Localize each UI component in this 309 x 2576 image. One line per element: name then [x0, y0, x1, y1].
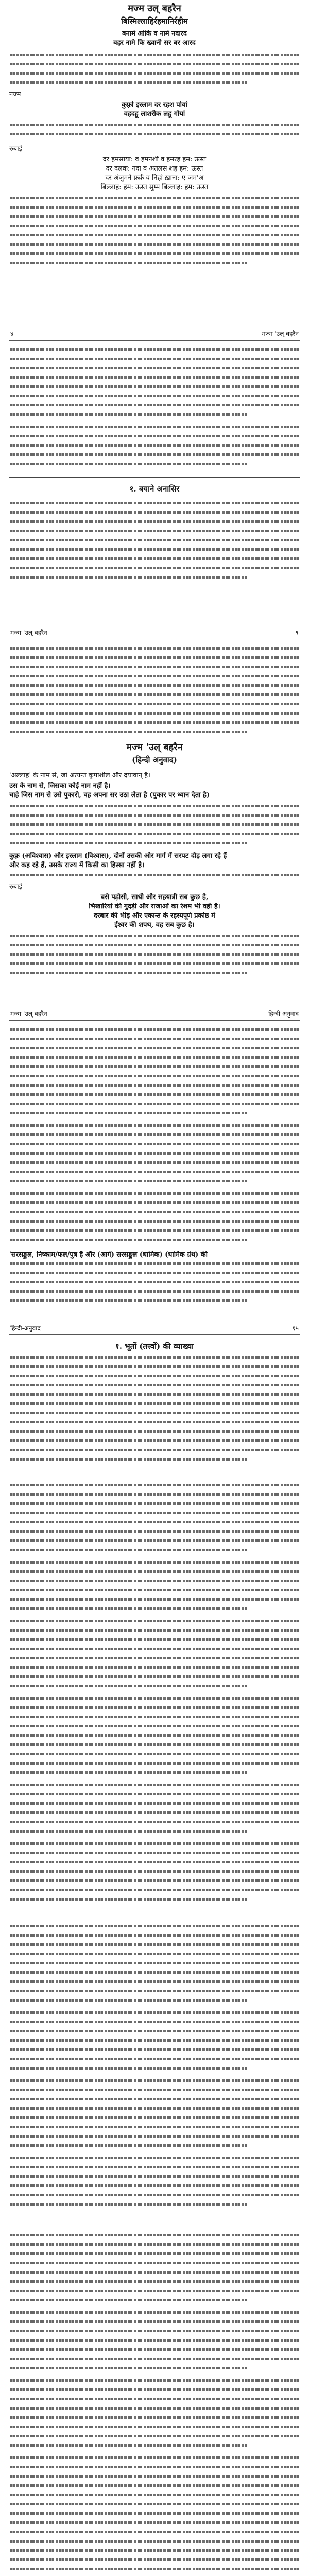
text-line: [10, 358, 299, 360]
text-line: [10, 444, 299, 447]
page-title: मज्म उल् बहरैन: [128, 3, 181, 14]
page-number: ९: [295, 629, 299, 636]
text-line: [10, 1152, 299, 1155]
text-line: [10, 693, 299, 696]
text-line: [10, 675, 299, 677]
text-line: [10, 2175, 299, 2178]
text-line: [10, 1570, 299, 1573]
text-line: [10, 1771, 247, 1774]
text-line: [10, 2484, 299, 2487]
text-line: [10, 1449, 299, 1451]
text-line: [10, 2290, 299, 2292]
text-line: [10, 2157, 299, 2159]
text-line: [10, 2568, 299, 2570]
text-line: [10, 1161, 299, 1164]
text-line: [10, 1065, 299, 1068]
text-line: [10, 395, 299, 397]
text-line: [10, 2379, 299, 2382]
text-line: [10, 2540, 299, 2543]
bismillah: बिस्मिल्लाहिर्रहमानिर्रहीम: [121, 16, 188, 26]
text-line: [10, 2058, 299, 2060]
text-line: [10, 2456, 299, 2459]
text-line: [10, 1666, 299, 1669]
header-rule: [9, 340, 300, 341]
text-line: [10, 2166, 299, 2168]
text-line: [10, 413, 247, 416]
text-line: [10, 2558, 299, 2561]
text-line: [10, 1802, 299, 1805]
header-rule: [9, 1020, 300, 1021]
text-line: [10, 2271, 299, 2274]
text-line: [10, 1657, 299, 1659]
text-line: [10, 666, 299, 668]
text-line: [10, 953, 299, 956]
text-line: [10, 1793, 299, 1795]
text-line: [10, 2388, 299, 2391]
text-line: [10, 2367, 247, 2369]
text-line: [10, 1685, 247, 1687]
text-line: [10, 63, 299, 65]
text-line: [10, 2330, 299, 2332]
text-line: [10, 1716, 299, 1718]
anuvad-ruba-label: रुबाई: [9, 883, 22, 891]
text-line: [10, 1629, 299, 1632]
text-line: [10, 1075, 299, 1077]
text-line: [10, 1484, 299, 1486]
text-line: [10, 1962, 299, 1964]
text-line: [10, 2234, 299, 2236]
text-line: [10, 1192, 299, 1195]
text-line: [10, 647, 299, 650]
text-line: [10, 520, 299, 523]
text-line: [10, 1103, 299, 1105]
text-line: [10, 1143, 299, 1145]
text-line: [10, 805, 299, 807]
text-line: [10, 2435, 299, 2437]
text-line: [10, 1272, 299, 1274]
text-line: [10, 1084, 299, 1087]
text-line: [10, 426, 299, 428]
text-line: [10, 2262, 299, 2264]
text-line: [10, 435, 299, 437]
text-line: [10, 502, 299, 504]
text-line: [10, 385, 299, 388]
text-line: [10, 1589, 299, 1591]
text-line: [10, 2521, 299, 2524]
text-line: [10, 1852, 299, 1854]
text-line: [10, 2531, 299, 2533]
text-line: [10, 1402, 299, 1405]
text-line: [10, 2549, 299, 2552]
text-line: [10, 2021, 299, 2023]
text-line: [10, 2299, 247, 2301]
text-line: [10, 2011, 299, 2014]
text-line: [10, 463, 247, 465]
text-line: [10, 567, 299, 569]
opening-line-1: बनामे आंकि व नामे नदारद: [122, 30, 187, 38]
text-line: [10, 1439, 299, 1442]
text-line: [10, 656, 299, 659]
text-line: [10, 2079, 299, 2082]
text-line: [10, 1412, 299, 1414]
text-line: [10, 367, 299, 369]
text-line: [10, 1607, 247, 1610]
text-line: [10, 2107, 299, 2110]
text-line: [10, 2339, 299, 2342]
section-rule: [9, 477, 300, 478]
text-line: [10, 1638, 299, 1641]
text-line: [10, 1299, 247, 1302]
text-line: [10, 1281, 299, 1283]
text-line: [10, 1393, 299, 1396]
text-line: [10, 72, 299, 75]
anuvad-line-1: उस के नाम से, जिसका कोई नाम नहीं है।: [9, 782, 111, 790]
text-line: [10, 1356, 299, 1359]
text-line: [10, 234, 299, 236]
text-line: [10, 1889, 299, 1891]
page-number: १५: [292, 1325, 299, 1332]
text-line: [10, 1697, 299, 1700]
text-line: [10, 1811, 299, 1814]
text-line: [10, 1171, 299, 1173]
text-line: [10, 252, 299, 255]
text-line: [10, 1493, 299, 1496]
text-line: [10, 684, 299, 687]
text-line: [10, 1028, 299, 1031]
text-line: [10, 2475, 299, 2478]
text-line: [10, 962, 299, 965]
text-line: [10, 1365, 299, 1368]
text-line: [10, 1502, 299, 1505]
text-line: [10, 1549, 247, 1551]
text-line: [10, 1211, 299, 1213]
text-line: [10, 557, 299, 560]
text-line: [10, 404, 299, 406]
text-line: [10, 1598, 299, 1601]
text-line: [10, 2466, 299, 2468]
text-line: [10, 1038, 299, 1040]
text-line: [10, 833, 299, 835]
text-line: [10, 2135, 299, 2138]
page-number: मज्म 'उल् बहरैन: [10, 1010, 47, 1018]
text-line: [10, 215, 299, 218]
anuvad-ruba-4: ईश्वर की शपथ, वह सब कुछ है।: [114, 921, 195, 929]
text-line: [10, 2048, 299, 2051]
text-line: [10, 348, 299, 351]
text-line: [10, 2243, 299, 2246]
text-line: [10, 1706, 299, 1709]
text-line: [10, 1056, 299, 1059]
text-line: [10, 2280, 299, 2283]
text-line: [10, 1861, 299, 1863]
text-line: [10, 1620, 299, 1622]
text-line: [10, 1220, 299, 1223]
ruba-line-2: दर दलक: गदा व अतलस शह हम: ऊस्त: [106, 165, 203, 173]
text-line: [10, 1990, 299, 1992]
text-line: [10, 1953, 299, 1955]
text-line: [10, 1784, 299, 1786]
text-line: [10, 1124, 299, 1127]
text-line: [10, 1384, 299, 1386]
text-line: [10, 2512, 299, 2515]
ruba-line-4: बिल्लाह: हम: ऊस्त सुम्म बिल्लाह: हम: ऊस्त: [100, 183, 209, 191]
anuvad-ruba-2: भिखारियों की गुदड़ी और राजाओं का रेशम भी वही है।: [89, 903, 220, 910]
text-line: [10, 1879, 299, 1882]
text-line: [10, 1980, 299, 1983]
anuvad-line-2: चाहे जिस नाम से उसे पुकारो, वह अपना सर उठा लेता है (पुकार पर ध्यान देता है): [9, 791, 210, 799]
text-line: [10, 530, 299, 532]
text-line: [10, 721, 299, 724]
running-head: हिन्दी-अनुवाद: [268, 1010, 299, 1018]
text-line: [10, 1561, 299, 1564]
text-line: [10, 703, 299, 705]
text-line: [10, 1898, 247, 1901]
text-line: [10, 1290, 299, 1293]
text-line: [10, 2089, 299, 2091]
couplet-2: और कह रहे हैं, उसके राज्य में किसी का हिस्सा नहीं है।: [9, 861, 145, 869]
text-line: [10, 1870, 299, 1873]
text-line: [10, 81, 247, 84]
text-line: [10, 2194, 299, 2196]
text-line: [10, 1093, 299, 1096]
text-line: [10, 1753, 299, 1755]
text-line: [10, 972, 247, 974]
ruba-line-3: दर अंजुमने फ़र्क़ व निहां ख़ाना: ए-जम'अ: [105, 174, 204, 182]
text-line: [10, 2416, 299, 2419]
text-line: [10, 1925, 299, 1927]
text-line: [10, 2203, 247, 2206]
text-line: [10, 712, 299, 715]
text-line: [10, 2494, 299, 2496]
text-line: [10, 243, 299, 246]
text-line: [10, 1430, 299, 1433]
ruba-line-1: दर हमसाया: व हमनशीं व हमरह हम: ऊस्त: [102, 156, 207, 163]
text-line: [10, 2144, 247, 2147]
translation-subtitle: (हिन्दी अनुवाद): [132, 755, 177, 765]
text-line: [10, 206, 299, 209]
text-line: [10, 1675, 299, 1678]
text-line: [10, 1971, 299, 1974]
text-line: [10, 2067, 247, 2070]
text-line: [10, 2098, 299, 2100]
text-line: [10, 376, 299, 379]
text-line: [10, 539, 299, 541]
text-line: [10, 731, 247, 733]
anuvad-ruba-3: दरबार की भीड़ और एकान्त के रहस्यपूर्ण प्रकोष्ठ में: [94, 912, 215, 920]
text-line: [10, 874, 299, 876]
quote-box: 'सरसङ्कुल, निष्काम/फल/पुत्र हैं और (आगे) सरसङ्कुल (धार्मिक) (धार्मिक ग्रंथ) की: [9, 1251, 208, 1259]
text-line: [10, 1421, 299, 1423]
text-line: [10, 2116, 299, 2119]
section-title: १. भूतों (तत्त्वों) की व्याख्या: [115, 1342, 194, 1351]
text-line: [10, 1539, 299, 1542]
verse-line-2: वहदहू लाशरीक लहू गोयां: [124, 110, 185, 118]
text-line: [10, 1180, 247, 1182]
text-line: [10, 823, 299, 826]
text-line: [10, 54, 299, 56]
text-line: [10, 124, 299, 126]
text-line: [10, 1580, 299, 1582]
running-head: मज्म 'उल् बहरैन: [262, 330, 299, 337]
text-line: [10, 576, 247, 579]
translation-title: मज्म 'उल् बहरैन: [126, 742, 183, 753]
text-line: [10, 2358, 299, 2360]
text-line: [10, 2426, 299, 2428]
text-line: [10, 453, 299, 456]
text-line: [10, 2398, 299, 2400]
text-line: [10, 2252, 299, 2255]
opening-line-2: बहर नामे कि ख्वानी सर बर आरद: [113, 39, 196, 47]
ruba-label: रुबाई: [9, 145, 22, 153]
invocation: 'अल्लाह' के नाम से, जो अत्यन्त कृपाशील और दयावान् है।: [9, 772, 150, 779]
text-line: [10, 1201, 299, 1204]
running-head: हिन्दी-अनुवाद: [10, 1325, 41, 1332]
couplet-1: कुफ़्र (अविश्वास) और इस्लाम (विश्वास), दोनों उसकी ओर मार्ग में सरपट दौड़ लगा रहे हैं: [9, 852, 227, 860]
text-line: [10, 2320, 299, 2323]
text-line: [10, 1821, 299, 1823]
running-head: मज्म 'उल् बहरैन: [10, 629, 47, 636]
text-line: [10, 1743, 299, 1746]
text-line: [10, 1830, 247, 1833]
page-number: ४: [10, 330, 14, 337]
text-line: [10, 842, 247, 844]
text-line: [10, 197, 299, 199]
text-line: [10, 1943, 299, 1946]
text-line: [10, 262, 247, 264]
text-line: [10, 1762, 299, 1765]
text-line: [10, 1229, 299, 1232]
text-line: [10, 1112, 247, 1114]
text-line: [10, 935, 299, 937]
text-line: [10, 1375, 299, 1377]
text-line: [10, 1648, 299, 1650]
text-line: [10, 2184, 299, 2187]
text-line: [10, 133, 299, 135]
verse-label: नज्म: [9, 91, 21, 98]
text-line: [10, 2444, 247, 2447]
text-line: [10, 1239, 247, 1241]
text-line: [10, 1734, 299, 1737]
text-line: [10, 1133, 299, 1136]
anuvad-ruba-1: बसे पड़ोसी, साथी और सहयात्री सब कुछ है,: [100, 893, 209, 901]
text-line: [10, 2407, 299, 2410]
text-line: [10, 814, 299, 817]
text-line: [10, 2039, 299, 2042]
text-line: [10, 1530, 299, 1533]
text-line: [10, 2348, 299, 2351]
text-line: [10, 225, 299, 227]
text-line: [10, 2126, 299, 2128]
text-line: [10, 548, 299, 551]
text-line: [10, 511, 299, 514]
text-line: [10, 1842, 299, 1845]
text-line: [10, 1725, 299, 1727]
text-line: [10, 944, 299, 946]
text-line: [10, 1999, 247, 2002]
text-line: [10, 1047, 299, 1049]
section-title: १. बयाने अनासिर: [129, 484, 180, 494]
text-line: [10, 1512, 299, 1514]
text-line: [10, 2503, 299, 2505]
text-line: [10, 1458, 247, 1461]
header-rule: [9, 1334, 300, 1335]
text-line: [10, 1262, 299, 1265]
verse-line-1: कुफ़्रो इस्लाम दर रहश पोयां: [122, 101, 187, 109]
text-line: [10, 1521, 299, 1523]
text-line: [10, 2030, 299, 2032]
text-line: [10, 1934, 299, 1937]
text-line: [10, 2311, 299, 2314]
